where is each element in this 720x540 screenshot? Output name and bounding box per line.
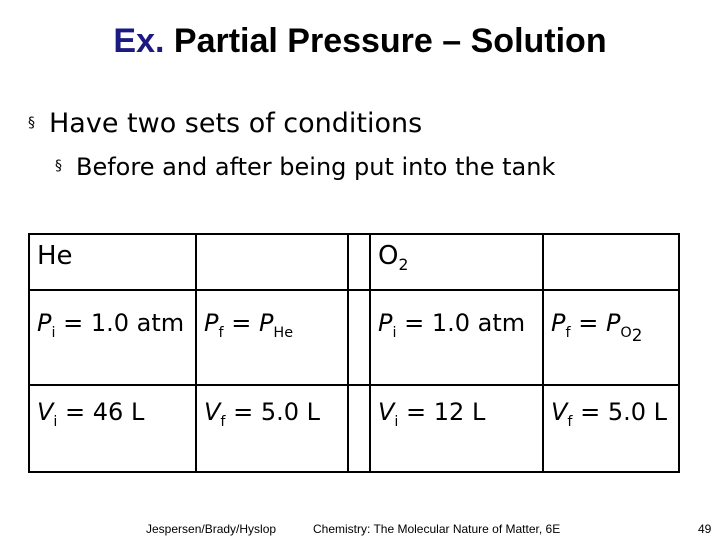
bullet-text: Before and after being put into the tank [76, 153, 556, 181]
conditions-table [28, 233, 680, 473]
o2-pressure-initial: $P_i = 1.0$ atm [370, 290, 543, 385]
he-header: He [29, 234, 196, 290]
separator-cell [348, 234, 370, 290]
bullet-text: Have two sets of conditions [49, 108, 423, 139]
bullet-marker-icon: § [55, 158, 62, 174]
table-row-pressure [29, 290, 679, 385]
title-prefix: Ex. [113, 22, 165, 60]
title-main: Partial Pressure – Solution [173, 22, 607, 60]
bullet-marker-icon: § [28, 115, 35, 131]
o2-volume-initial: $V_i = 12$ L [370, 385, 543, 472]
footer-authors: Jespersen/Brady/Hyslop [146, 522, 277, 536]
o2-pressure-final: $P_f = P_{O2}$ [543, 290, 679, 385]
he-pressure-final: $P_f = P_{He}$ [196, 290, 348, 385]
slide-title [0, 18, 720, 64]
o2-volume-final: $V_f = 5.0$ L [543, 385, 679, 472]
table-row-volume [29, 385, 679, 472]
he-pressure-initial: $P_i = 1.0$ atm [29, 290, 196, 385]
table-header-row [29, 234, 679, 290]
he-volume-initial: $V_i = 46$ L [29, 385, 196, 472]
separator-cell [348, 290, 370, 385]
empty-cell [196, 234, 348, 290]
page-number: 49 [698, 522, 712, 536]
empty-cell [543, 234, 679, 290]
bullet-level-1 [28, 108, 422, 139]
separator-cell [348, 385, 370, 472]
footer-book-title: Chemistry: The Molecular Nature of Matter, 6E [313, 522, 561, 536]
o2-header: $O_2$ [370, 234, 543, 290]
bullet-level-2 [55, 153, 555, 181]
he-volume-final: $V_f = 5.0$ L [196, 385, 348, 472]
